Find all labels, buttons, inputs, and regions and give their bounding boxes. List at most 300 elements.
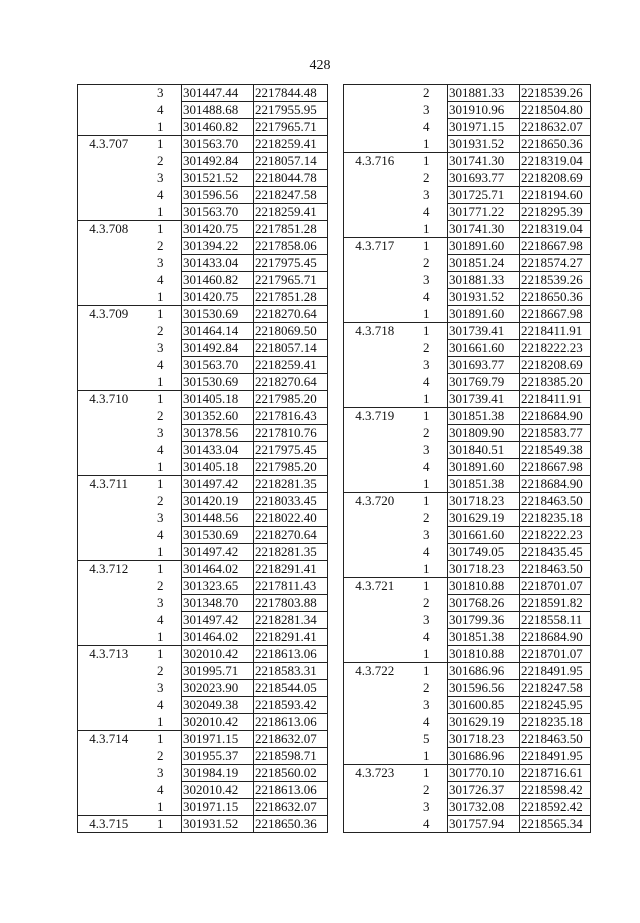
- table-row: [78, 748, 328, 765]
- point-number: 1: [140, 306, 182, 323]
- parcel-id: [344, 799, 406, 816]
- y-coordinate: 2218701.07: [520, 578, 591, 595]
- y-coordinate: 2218463.50: [520, 493, 591, 510]
- x-coordinate: 301984.19: [182, 765, 254, 782]
- x-coordinate: 301497.42: [182, 612, 254, 629]
- x-coordinate: 301497.42: [182, 544, 254, 561]
- x-coordinate: 301851.38: [448, 408, 520, 425]
- point-number: 1: [140, 459, 182, 476]
- point-number: 1: [406, 578, 448, 595]
- x-coordinate: 301521.52: [182, 170, 254, 187]
- x-coordinate: 301718.23: [448, 731, 520, 748]
- table-row: [78, 85, 328, 102]
- x-coordinate: 301563.70: [182, 204, 254, 221]
- table-row: [344, 357, 591, 374]
- table-row: [344, 476, 591, 493]
- y-coordinate: 2218022.40: [254, 510, 328, 527]
- parcel-id: 4.3.716: [344, 153, 406, 170]
- y-coordinate: 2218281.35: [254, 544, 328, 561]
- table-row: [344, 493, 591, 510]
- table-row: [344, 612, 591, 629]
- parcel-id: 4.3.707: [78, 136, 140, 153]
- x-coordinate: 301971.15: [182, 731, 254, 748]
- y-coordinate: 2218208.69: [520, 357, 591, 374]
- table-row: [344, 527, 591, 544]
- point-number: 1: [140, 221, 182, 238]
- parcel-id: 4.3.708: [78, 221, 140, 238]
- parcel-id: [78, 255, 140, 272]
- point-number: 1: [406, 765, 448, 782]
- point-number: 1: [406, 153, 448, 170]
- point-number: 1: [406, 476, 448, 493]
- x-coordinate: 301420.19: [182, 493, 254, 510]
- point-number: 1: [406, 493, 448, 510]
- x-coordinate: 301769.79: [448, 374, 520, 391]
- parcel-id: 4.3.715: [78, 816, 140, 833]
- coordinate-table-right: [343, 84, 591, 833]
- point-number: 4: [406, 374, 448, 391]
- table-row: [78, 612, 328, 629]
- parcel-id: 4.3.714: [78, 731, 140, 748]
- x-coordinate: 301739.41: [448, 391, 520, 408]
- point-number: 3: [140, 425, 182, 442]
- table-row: [344, 629, 591, 646]
- x-coordinate: 301995.71: [182, 663, 254, 680]
- point-number: 3: [406, 272, 448, 289]
- parcel-id: 4.3.711: [78, 476, 140, 493]
- parcel-id: [344, 374, 406, 391]
- table-row: [78, 204, 328, 221]
- point-number: 3: [406, 357, 448, 374]
- x-coordinate: 301891.60: [448, 306, 520, 323]
- y-coordinate: 2218667.98: [520, 459, 591, 476]
- x-coordinate: 301448.56: [182, 510, 254, 527]
- point-number: 2: [140, 493, 182, 510]
- parcel-id: [78, 323, 140, 340]
- table-row: [344, 714, 591, 731]
- parcel-id: [78, 170, 140, 187]
- table-row: [344, 153, 591, 170]
- table-row: [78, 357, 328, 374]
- table-row: [344, 765, 591, 782]
- table-row: [78, 680, 328, 697]
- parcel-id: [78, 187, 140, 204]
- parcel-id: [78, 765, 140, 782]
- parcel-id: [344, 85, 406, 102]
- parcel-id: 4.3.717: [344, 238, 406, 255]
- y-coordinate: 2218411.91: [520, 323, 591, 340]
- y-coordinate: 2218057.14: [254, 340, 328, 357]
- table-row: [344, 561, 591, 578]
- x-coordinate: 301757.94: [448, 816, 520, 833]
- y-coordinate: 2218650.36: [520, 136, 591, 153]
- table-row: [78, 765, 328, 782]
- point-number: 1: [406, 306, 448, 323]
- y-coordinate: 2218684.90: [520, 476, 591, 493]
- x-coordinate: 301732.08: [448, 799, 520, 816]
- parcel-id: [78, 595, 140, 612]
- parcel-id: [78, 374, 140, 391]
- y-coordinate: 2218684.90: [520, 408, 591, 425]
- point-number: 1: [140, 816, 182, 833]
- table-row: [78, 459, 328, 476]
- y-coordinate: 2218504.80: [520, 102, 591, 119]
- x-coordinate: 301851.24: [448, 255, 520, 272]
- y-coordinate: 2218463.50: [520, 561, 591, 578]
- y-coordinate: 2218716.61: [520, 765, 591, 782]
- x-coordinate: 301378.56: [182, 425, 254, 442]
- parcel-id: 4.3.722: [344, 663, 406, 680]
- parcel-id: [78, 102, 140, 119]
- x-coordinate: 301348.70: [182, 595, 254, 612]
- x-coordinate: 301420.75: [182, 221, 254, 238]
- y-coordinate: 2218613.06: [254, 782, 328, 799]
- y-coordinate: 2218560.02: [254, 765, 328, 782]
- point-number: 1: [140, 119, 182, 136]
- table-row: [344, 187, 591, 204]
- y-coordinate: 2218574.27: [520, 255, 591, 272]
- y-coordinate: 2218583.77: [520, 425, 591, 442]
- x-coordinate: 302023.90: [182, 680, 254, 697]
- x-coordinate: 301563.70: [182, 136, 254, 153]
- table-row: [78, 663, 328, 680]
- point-number: 3: [406, 799, 448, 816]
- x-coordinate: 301749.05: [448, 544, 520, 561]
- x-coordinate: 301741.30: [448, 153, 520, 170]
- parcel-id: 4.3.718: [344, 323, 406, 340]
- table-row: [344, 408, 591, 425]
- point-number: 2: [140, 663, 182, 680]
- point-number: 4: [406, 289, 448, 306]
- table-row: [344, 204, 591, 221]
- point-number: 1: [140, 561, 182, 578]
- point-number: 4: [140, 527, 182, 544]
- point-number: 2: [140, 748, 182, 765]
- x-coordinate: 301739.41: [448, 323, 520, 340]
- y-coordinate: 2217965.71: [254, 272, 328, 289]
- x-coordinate: 301810.88: [448, 578, 520, 595]
- x-coordinate: 301394.22: [182, 238, 254, 255]
- table-row: [78, 187, 328, 204]
- x-coordinate: 301799.36: [448, 612, 520, 629]
- y-coordinate: 2218558.11: [520, 612, 591, 629]
- y-coordinate: 2218593.42: [254, 697, 328, 714]
- parcel-id: [344, 646, 406, 663]
- x-coordinate: 301464.02: [182, 561, 254, 578]
- point-number: 4: [140, 357, 182, 374]
- y-coordinate: 2218592.42: [520, 799, 591, 816]
- x-coordinate: 301530.69: [182, 306, 254, 323]
- x-coordinate: 301661.60: [448, 340, 520, 357]
- parcel-id: [78, 697, 140, 714]
- table-row: [78, 544, 328, 561]
- parcel-id: [344, 119, 406, 136]
- y-coordinate: 2218222.23: [520, 340, 591, 357]
- table-row: [78, 391, 328, 408]
- parcel-id: [78, 85, 140, 102]
- table-row: [78, 340, 328, 357]
- y-coordinate: 2218281.34: [254, 612, 328, 629]
- x-coordinate: 301891.60: [448, 459, 520, 476]
- table-row: [344, 323, 591, 340]
- point-number: 1: [140, 136, 182, 153]
- parcel-id: [344, 136, 406, 153]
- point-number: 1: [406, 748, 448, 765]
- point-number: 3: [140, 340, 182, 357]
- y-coordinate: 2218291.41: [254, 561, 328, 578]
- point-number: 3: [406, 102, 448, 119]
- parcel-id: [344, 102, 406, 119]
- point-number: 3: [406, 187, 448, 204]
- y-coordinate: 2218583.31: [254, 663, 328, 680]
- point-number: 2: [140, 578, 182, 595]
- y-coordinate: 2218463.50: [520, 731, 591, 748]
- y-coordinate: 2217803.88: [254, 595, 328, 612]
- parcel-id: 4.3.723: [344, 765, 406, 782]
- x-coordinate: 301881.33: [448, 85, 520, 102]
- y-coordinate: 2218270.64: [254, 527, 328, 544]
- point-number: 2: [406, 510, 448, 527]
- parcel-id: [78, 782, 140, 799]
- y-coordinate: 2218539.26: [520, 272, 591, 289]
- point-number: 5: [406, 731, 448, 748]
- point-number: 1: [140, 646, 182, 663]
- table-row: [78, 323, 328, 340]
- table-row: [78, 510, 328, 527]
- x-coordinate: 301405.18: [182, 391, 254, 408]
- y-coordinate: 2218491.95: [520, 748, 591, 765]
- y-coordinate: 2218598.42: [520, 782, 591, 799]
- x-coordinate: 301488.68: [182, 102, 254, 119]
- x-coordinate: 301725.71: [448, 187, 520, 204]
- point-number: 4: [406, 816, 448, 833]
- y-coordinate: 2218069.50: [254, 323, 328, 340]
- point-number: 3: [406, 527, 448, 544]
- point-number: 2: [406, 595, 448, 612]
- y-coordinate: 2218598.71: [254, 748, 328, 765]
- table-row: [78, 595, 328, 612]
- parcel-id: [344, 289, 406, 306]
- y-coordinate: 2218539.26: [520, 85, 591, 102]
- x-coordinate: 301770.10: [448, 765, 520, 782]
- table-row: [344, 799, 591, 816]
- y-coordinate: 2218632.07: [254, 731, 328, 748]
- y-coordinate: 2218259.41: [254, 357, 328, 374]
- point-number: 4: [140, 612, 182, 629]
- y-coordinate: 2218650.36: [520, 289, 591, 306]
- x-coordinate: 301629.19: [448, 714, 520, 731]
- point-number: 3: [140, 595, 182, 612]
- x-coordinate: 301492.84: [182, 153, 254, 170]
- table-row: [344, 85, 591, 102]
- point-number: 2: [406, 170, 448, 187]
- y-coordinate: 2217844.48: [254, 85, 328, 102]
- table-row: [78, 799, 328, 816]
- parcel-id: [344, 714, 406, 731]
- y-coordinate: 2218033.45: [254, 493, 328, 510]
- parcel-id: [344, 221, 406, 238]
- parcel-id: [78, 510, 140, 527]
- parcel-id: [344, 782, 406, 799]
- parcel-id: [78, 272, 140, 289]
- table-row: [78, 442, 328, 459]
- parcel-id: [78, 153, 140, 170]
- parcel-id: [78, 629, 140, 646]
- point-number: 1: [140, 799, 182, 816]
- x-coordinate: 301492.84: [182, 340, 254, 357]
- table-row: [78, 255, 328, 272]
- x-coordinate: 302010.42: [182, 646, 254, 663]
- page-number: 428: [309, 58, 331, 73]
- point-number: 4: [140, 782, 182, 799]
- point-number: 2: [406, 425, 448, 442]
- point-number: 1: [140, 714, 182, 731]
- x-coordinate: 301771.22: [448, 204, 520, 221]
- table-row: [78, 153, 328, 170]
- point-number: 2: [406, 255, 448, 272]
- parcel-id: [344, 527, 406, 544]
- x-coordinate: 301596.56: [448, 680, 520, 697]
- table-row: [78, 408, 328, 425]
- table-row: [78, 731, 328, 748]
- table-row: [78, 170, 328, 187]
- point-number: 3: [140, 85, 182, 102]
- parcel-id: [344, 510, 406, 527]
- point-number: 1: [140, 289, 182, 306]
- parcel-id: [344, 425, 406, 442]
- x-coordinate: 301768.26: [448, 595, 520, 612]
- parcel-id: [344, 731, 406, 748]
- point-number: 1: [406, 561, 448, 578]
- table-row: [78, 425, 328, 442]
- y-coordinate: 2218385.20: [520, 374, 591, 391]
- table-row: [78, 714, 328, 731]
- parcel-id: [344, 442, 406, 459]
- y-coordinate: 2218222.23: [520, 527, 591, 544]
- parcel-id: [344, 459, 406, 476]
- point-number: 1: [140, 391, 182, 408]
- table-row: [344, 544, 591, 561]
- y-coordinate: 2218684.90: [520, 629, 591, 646]
- y-coordinate: 2218245.95: [520, 697, 591, 714]
- point-number: 3: [406, 697, 448, 714]
- y-coordinate: 2218491.95: [520, 663, 591, 680]
- table-row: [78, 102, 328, 119]
- point-number: 1: [406, 136, 448, 153]
- point-number: 4: [140, 442, 182, 459]
- y-coordinate: 2217858.06: [254, 238, 328, 255]
- table-row: [78, 493, 328, 510]
- point-number: 2: [406, 85, 448, 102]
- point-number: 4: [140, 187, 182, 204]
- point-number: 3: [406, 612, 448, 629]
- x-coordinate: 301433.04: [182, 442, 254, 459]
- point-number: 1: [140, 374, 182, 391]
- x-coordinate: 301955.37: [182, 748, 254, 765]
- table-row: [78, 578, 328, 595]
- table-row: [344, 170, 591, 187]
- parcel-id: [344, 561, 406, 578]
- y-coordinate: 2218259.41: [254, 204, 328, 221]
- x-coordinate: 301497.42: [182, 476, 254, 493]
- y-coordinate: 2217851.28: [254, 221, 328, 238]
- point-number: 3: [140, 510, 182, 527]
- point-number: 4: [406, 459, 448, 476]
- x-coordinate: 301971.15: [182, 799, 254, 816]
- x-coordinate: 301851.38: [448, 629, 520, 646]
- table-row: [78, 136, 328, 153]
- x-coordinate: 301600.85: [448, 697, 520, 714]
- x-coordinate: 301460.82: [182, 119, 254, 136]
- y-coordinate: 2218319.04: [520, 221, 591, 238]
- x-coordinate: 302049.38: [182, 697, 254, 714]
- table-row: [78, 119, 328, 136]
- table-row: [78, 782, 328, 799]
- x-coordinate: 301910.96: [448, 102, 520, 119]
- point-number: 1: [140, 476, 182, 493]
- coordinate-table-left: [77, 84, 328, 833]
- parcel-id: [78, 612, 140, 629]
- x-coordinate: 301460.82: [182, 272, 254, 289]
- y-coordinate: 2217985.20: [254, 391, 328, 408]
- x-coordinate: 301810.88: [448, 646, 520, 663]
- table-row: [78, 306, 328, 323]
- x-coordinate: 301931.52: [448, 136, 520, 153]
- point-number: 2: [140, 238, 182, 255]
- parcel-id: [344, 170, 406, 187]
- point-number: 1: [406, 238, 448, 255]
- x-coordinate: 301420.75: [182, 289, 254, 306]
- x-coordinate: 301596.56: [182, 187, 254, 204]
- point-number: 3: [140, 680, 182, 697]
- table-row: [344, 306, 591, 323]
- table-row: [344, 442, 591, 459]
- parcel-id: [78, 204, 140, 221]
- parcel-id: [344, 255, 406, 272]
- parcel-id: 4.3.709: [78, 306, 140, 323]
- table-row: [344, 816, 591, 833]
- y-coordinate: 2218591.82: [520, 595, 591, 612]
- point-number: 1: [140, 629, 182, 646]
- table-row: [344, 238, 591, 255]
- y-coordinate: 2218235.18: [520, 510, 591, 527]
- parcel-id: [344, 680, 406, 697]
- point-number: 3: [406, 442, 448, 459]
- x-coordinate: 301530.69: [182, 374, 254, 391]
- table-row: [78, 476, 328, 493]
- x-coordinate: 301405.18: [182, 459, 254, 476]
- point-number: 4: [140, 102, 182, 119]
- point-number: 1: [406, 391, 448, 408]
- point-number: 1: [406, 323, 448, 340]
- table-row: [344, 782, 591, 799]
- x-coordinate: 301693.77: [448, 357, 520, 374]
- y-coordinate: 2218319.04: [520, 153, 591, 170]
- parcel-id: [78, 663, 140, 680]
- x-coordinate: 301851.38: [448, 476, 520, 493]
- y-coordinate: 2218411.91: [520, 391, 591, 408]
- y-coordinate: 2218208.69: [520, 170, 591, 187]
- table-row: [344, 289, 591, 306]
- table-row: [344, 374, 591, 391]
- parcel-id: 4.3.712: [78, 561, 140, 578]
- y-coordinate: 2218259.41: [254, 136, 328, 153]
- y-coordinate: 2218613.06: [254, 714, 328, 731]
- table-row: [78, 374, 328, 391]
- y-coordinate: 2218281.35: [254, 476, 328, 493]
- x-coordinate: 301464.02: [182, 629, 254, 646]
- point-number: 3: [140, 255, 182, 272]
